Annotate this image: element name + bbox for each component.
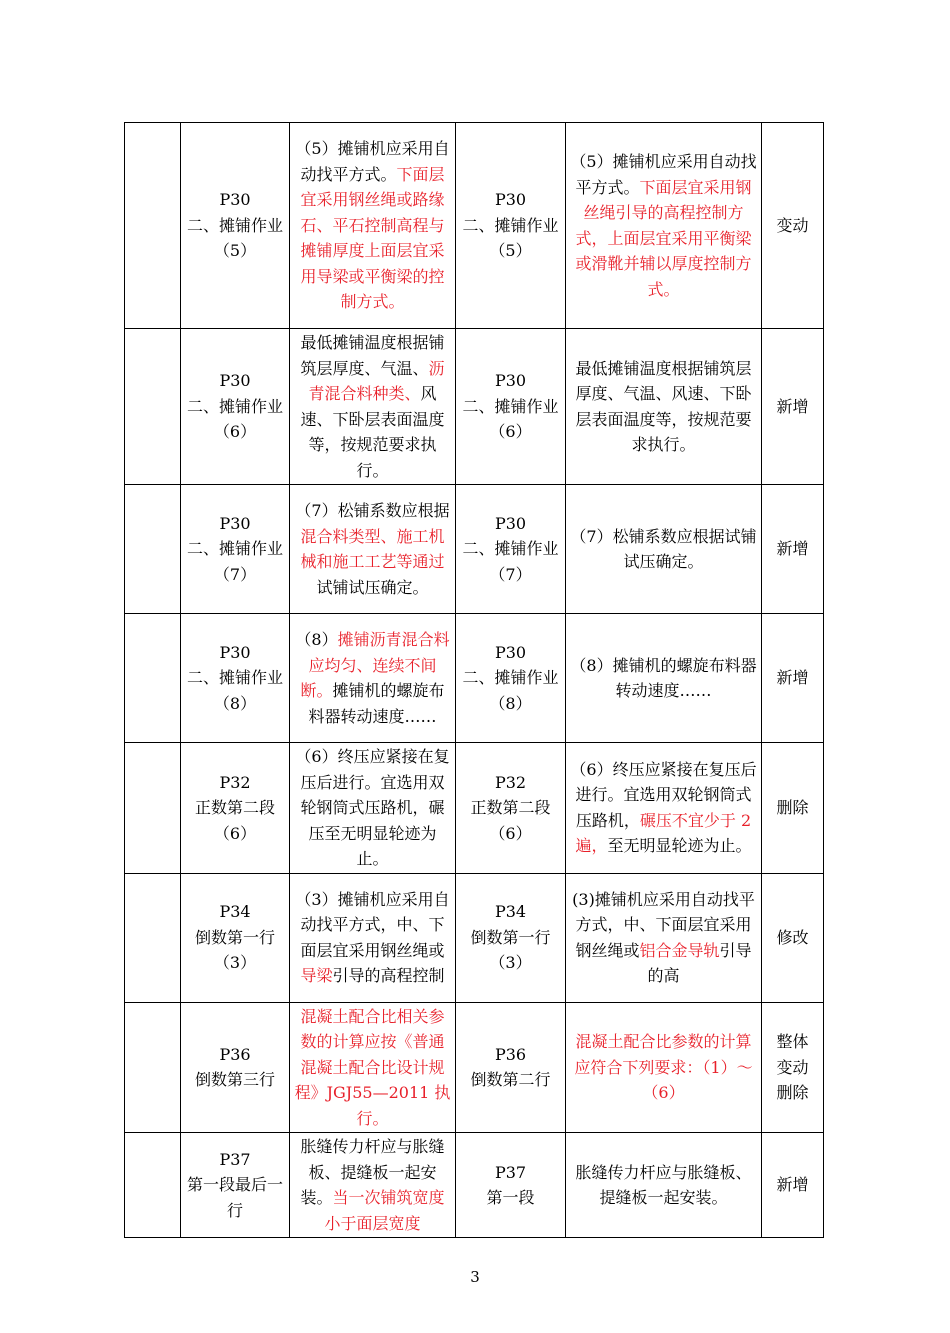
location-line: P30 [219,190,251,210]
location-line: 第一段最后一行 [186,1175,283,1220]
location-line: 二、摊铺作业 [186,215,283,235]
highlighted-text: 混凝土配合比参数的计算应符合下列要求：（1）～（6） [574,1032,753,1102]
highlighted-text: 下面层宜采用钢丝绳引导的高程控制方式，上面层宜采用平衡梁或滑靴并辅以厚度控制方式。 [575,177,752,299]
old-text-cell [290,873,456,1002]
old-location-cell [181,485,290,614]
highlighted-text: 铝合金导轨 [639,940,720,960]
old-location-cell [181,614,290,743]
table-body [125,123,824,1238]
old-text-cell [290,1002,456,1133]
text-segment: （6）终压应紧接在复压后进行。宜选用双轮钢筒式压路机，碾压至无明显轮迹为止。 [295,747,450,868]
text-segment: （8）摊铺机的螺旋布料器转动速度…… [570,655,757,700]
text-segment: 胀缝传力杆应与胀缝板、提缝板一起安装。 [300,1137,445,1207]
table-row [125,123,824,329]
location-line: P30 [219,513,251,533]
text-segment: 引导的高程控制 [332,966,445,985]
location-line: P30 [494,190,527,210]
comparison-table [124,122,824,1238]
new-location-cell [456,1133,566,1238]
table-row [125,743,824,874]
location-line: P30 [219,642,251,662]
location-line: 第一段 [486,1188,535,1207]
location-line: 二、摊铺作业 [462,215,559,235]
new-text-cell [566,873,762,1002]
blank-cell [125,1002,181,1133]
text-segment: 至无明显轮迹为止。 [607,836,752,856]
location-line: 倒数第一行 [194,927,275,947]
location-line: （5） [213,241,257,261]
text-segment: （7）松铺系数应根据试铺试压确定。 [570,526,757,571]
old-text-cell [290,614,456,743]
old-location-cell [181,873,290,1002]
new-location-cell [456,873,566,1002]
highlighted-text: 摊铺沥青混合料应均匀、连续不间断。 [300,630,450,700]
new-location-cell [456,329,566,485]
highlighted-text: 混合料类型、施工机械和施工工艺等通过 [300,526,445,571]
old-text-cell [290,743,456,874]
location-line: P30 [219,371,251,391]
highlighted-text: 导梁 [300,966,333,985]
location-line: （8） [213,693,257,713]
change-type-cell: 变动 [762,123,824,329]
location-line: 倒数第三行 [194,1070,275,1090]
location-line: （5） [489,241,532,261]
highlighted-text: 碾压不宜少于 2 遍， [575,810,752,856]
location-line: 二、摊铺作业 [462,539,559,559]
location-line: 二、摊铺作业 [462,396,559,416]
location-line: P36 [494,1044,527,1064]
text-segment: 最低摊铺温度根据铺筑层厚度、气温、风速、下卧层表面温度等，按规范要求执行。 [575,358,752,454]
location-line: P32 [494,772,527,792]
old-location-cell [181,329,290,485]
blank-cell [125,743,181,874]
old-text-cell [290,1133,456,1238]
location-line: （8） [489,693,532,713]
location-line: （6） [489,422,532,442]
location-line: （6） [213,823,257,843]
location-line: 二、摊铺作业 [462,668,559,688]
change-type-cell: 删除 [762,743,824,874]
page-number: 3 [470,1268,480,1286]
highlighted-text: 沥青混合料种类、 [308,358,445,403]
location-line: （6） [213,422,257,442]
location-line: 倒数第二行 [470,1070,551,1090]
old-text-cell [290,329,456,485]
blank-cell [125,1133,181,1238]
location-line: （3） [489,953,532,973]
text-segment: (3)摊铺机应采用自动找平方式，中、下面层宜采用钢丝绳或 [572,889,755,960]
text-segment: 风速、下卧层表面温度等，按规范要求执行。 [300,384,445,480]
change-type-cell: 新增 [762,614,824,743]
new-text-cell [566,614,762,743]
blank-cell [125,329,181,485]
new-location-cell [456,614,566,743]
new-text-cell [566,329,762,485]
text-segment: （6）终压应紧接在复压后进行。宜选用双轮钢筒式压路机， [570,759,757,830]
location-line: P36 [219,1044,251,1064]
location-line: 倒数第一行 [470,927,551,947]
blank-cell [125,614,181,743]
location-line: 正数第二段 [470,798,551,817]
text-segment: 胀缝传力杆应与胀缝板、提缝板一起安装。 [575,1162,752,1207]
new-text-cell [566,123,762,329]
new-text-cell [566,743,762,874]
table-row [125,1002,824,1133]
location-line: （7） [489,564,532,584]
table-row [125,873,824,1002]
highlighted-text: 混凝土配合比相关参数的计算应按《普通混凝土配合比设计规程》JGJ55—2011 执行。 [294,1006,451,1128]
table-row [125,614,824,743]
location-line: P30 [494,642,527,662]
change-type-cell: 新增 [762,485,824,614]
new-location-cell [456,123,566,329]
old-location-cell [181,743,290,874]
new-text-cell [566,1133,762,1238]
location-line: P34 [219,902,251,922]
text-segment: 引导的高 [647,940,752,985]
old-text-cell [290,123,456,329]
text-segment: （7）松铺系数应根据 [295,501,450,520]
location-line: P30 [494,513,527,533]
new-text-cell [566,485,762,614]
change-type-cell: 新增 [762,1133,824,1238]
blank-cell [125,123,181,329]
new-location-cell [456,743,566,874]
text-segment: （5）摊铺机应采用自动找平方式。 [570,152,757,197]
change-type-cell: 修改 [762,873,824,1002]
blank-cell [125,485,181,614]
text-segment: （5）摊铺机应采用自动找平方式。 [295,139,450,184]
location-line: 二、摊铺作业 [186,668,283,688]
location-line: P37 [494,1162,527,1182]
text-segment: （8） [295,630,338,649]
location-line: （3） [213,953,257,973]
change-type-cell: 整体变动删除 [762,1002,824,1133]
old-text-cell [290,485,456,614]
location-line: （6） [489,823,532,843]
location-line: P30 [494,371,527,391]
location-line: （7） [213,564,257,584]
blank-cell [125,873,181,1002]
location-line: 正数第二段 [194,798,275,817]
text-segment: 试铺试压确定。 [316,577,429,597]
change-type-cell: 新增 [762,329,824,485]
location-line: P37 [219,1149,251,1169]
highlighted-text: 当一次铺筑宽度小于面层宽度 [324,1188,445,1233]
table-row [125,329,824,485]
text-segment: 最低摊铺温度根据铺筑层厚度、气温、 [300,333,445,378]
location-line: 二、摊铺作业 [186,539,283,559]
old-location-cell [181,1133,290,1238]
location-line: P32 [219,772,251,792]
text-segment: （3）摊铺机应采用自动找平方式，中、下面层宜采用钢丝绳或 [295,889,450,960]
old-location-cell [181,1002,290,1133]
location-line: 二、摊铺作业 [186,396,283,416]
new-text-cell [566,1002,762,1133]
table-row [125,1133,824,1238]
new-location-cell [456,485,566,614]
old-location-cell [181,123,290,329]
location-line: P34 [494,902,527,922]
new-location-cell [456,1002,566,1133]
highlighted-text: 下面层宜采用钢丝绳或路缘石、平石控制高程与摊铺厚度上面层宜采用导梁或平衡梁的控制方式。 [300,164,445,312]
table-row [125,485,824,614]
text-segment: 摊铺机的螺旋布料器转动速度…… [308,681,445,726]
